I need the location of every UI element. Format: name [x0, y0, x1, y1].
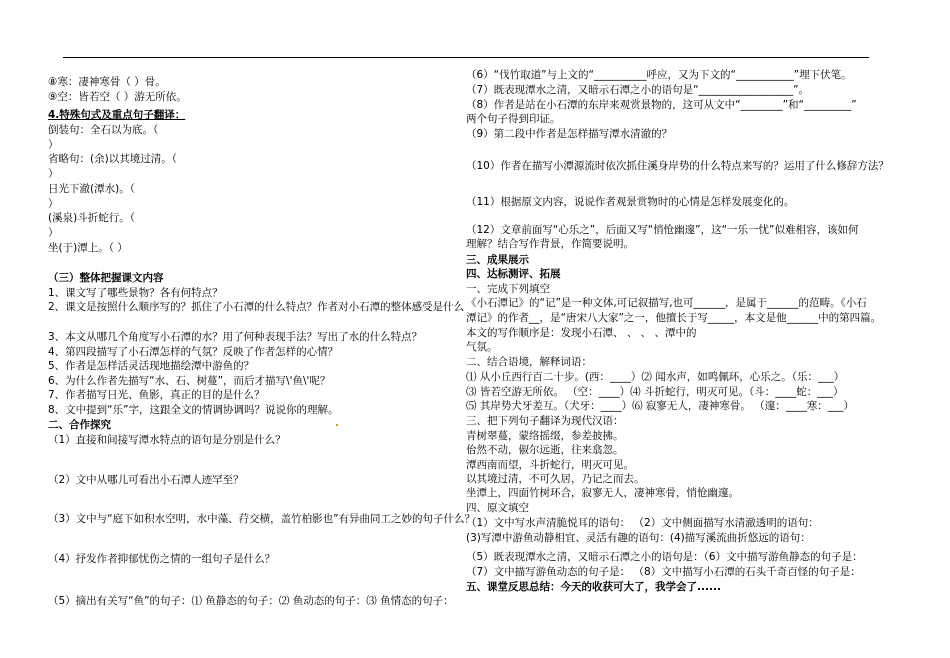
left-line: 6、为什么作者先描写“水、石、树蔓”，而后才描写\'鱼\'呢？ — [48, 375, 331, 387]
right-line: ⑸ 其岸势犬牙差互。（犬牙：____）⑹ 寂寥无人，凄神寒骨。 （邃：____寒：___） — [466, 400, 855, 412]
left-line: （4）抒发作者抑郁忧伤之情的一组句子是什么？ — [48, 553, 276, 565]
right-line: (3)写潭中游鱼动静相宜、灵活有趣的语句：(4)描写溪流曲折悠远的语句： — [466, 532, 811, 544]
right-line: 三、成果展示 — [466, 254, 529, 266]
right-line: 三、把下列句子翻译为现代汉语： — [466, 415, 624, 427]
right-line: （8）作者是站在小石潭的东岸来观赏景物的，这可从文中“________”和“_________” — [466, 99, 857, 111]
right-line: （6）“伐竹取道”与上文的“__________呼应，又为下文的“___________”埋下伏笔。 — [466, 69, 852, 81]
right-line: 坐潭上，四面竹树环合，寂寥无人，凄神寒骨，悄怆幽邃。 — [466, 487, 739, 499]
right-line: 本文的写作顺序是：发现小石潭、 、 、 、潭中的 — [466, 327, 697, 339]
left-line: （5）摘出有关写“鱼”的句子：⑴ 鱼静态的句子：⑵ 鱼动态的句子：⑶ 鱼情态的句子： — [48, 595, 454, 607]
right-line: 两个句子得到印证。 — [466, 113, 561, 125]
left-line: （2）文中从哪儿可看出小石潭人迹罕至？ — [48, 474, 244, 486]
right-line: 潭西南而望，斗折蛇行，明灭可见。 — [466, 459, 634, 471]
left-line: 2、课文是按照什么顺序写的？抓住了小石潭的什么特点？作者对小石潭的整体感受是什么 — [48, 301, 465, 313]
left-line: 5、作者是怎样活灵活现地描绘潭中游鱼的？ — [48, 360, 255, 372]
left-line: ⑧寒：凄神寒骨（ ）骨。 — [48, 76, 166, 88]
right-line: （9）第二段中作者是怎样描写潭水清澈的？ — [466, 128, 673, 140]
left-line: 8、文中提到“乐”字，这跟全文的情调协调吗？说说你的理解。 — [48, 404, 339, 416]
right-line: 佁然不动，俶尔远逝，往来翕忽。 — [466, 444, 624, 456]
right-line: 气氛。 — [466, 341, 498, 353]
right-line: 一、完成下列填空 — [466, 283, 550, 295]
left-line: 4、第四段描写了小石潭怎样的气氛？反映了作者怎样的心情？ — [48, 346, 339, 358]
left-line: 省略句：(余)以其境过清。（ — [48, 153, 177, 165]
right-line: （7）既表现潭水之清，又暗示石潭之小的语句是“__________________”。 — [466, 84, 810, 96]
left-line: ） — [48, 227, 59, 239]
left-line: 倒装句：全石以为底。（ — [48, 124, 159, 136]
right-line: （5）既表现潭水之清，又暗示石潭之小的语句是：（6）文中描写游鱼静态的句子是： — [466, 551, 863, 563]
left-line: ） — [48, 139, 59, 151]
right-line: 五、课堂反思总结：今天的收获可大了，我学会了...... — [466, 581, 721, 593]
stray-mark — [336, 424, 338, 426]
left-line: （3）文中与“庭下如积水空明，水中藻、荇交横，盖竹柏影也”有异曲同工之妙的句子什么？ — [48, 513, 476, 525]
right-line: （1）文中写水声清脆悦耳的语句： （2）文中侧面描写水清澈透明的语句： — [466, 517, 819, 529]
left-line: 4.特殊句式及重点句子翻译： — [48, 109, 186, 121]
right-line: 潭记》的作者__，是“唐宋八大家”之一，他擅长于写_____，本文是他______中的第四篇。 — [466, 312, 882, 324]
left-line: （1）直接和间接写潭水特点的语句是分别是什么？ — [48, 434, 286, 446]
right-line: （12）文章前面写“心乐之”，后面又写“悄怆幽邃”，这“一乐一忧”似难相容，该如何 — [466, 224, 859, 236]
right-line: ⑶ 皆若空游无所依。 （空：____）⑷ 斗折蛇行，明灭可见。（斗：____蛇：___） — [466, 386, 844, 398]
left-line: (溪泉)斗折蛇行。（ — [48, 212, 135, 224]
left-line: ） — [48, 198, 59, 210]
right-line: 四、原文填空 — [466, 502, 529, 514]
right-line: 青树翠蔓，蒙络摇缀，参差披拂。 — [466, 430, 624, 442]
left-line: 坐(于)潭上。（ ） — [48, 242, 128, 254]
left-line: 7、作者描写日光、鱼影，真正的目的是什么？ — [48, 389, 265, 401]
right-line: 理解？结合写作背景，作简要说明。 — [466, 238, 634, 250]
left-line: 1、课文写了哪些景物？各有何特点？ — [48, 287, 223, 299]
left-line: ） — [48, 168, 59, 180]
right-line: 《小石潭记》的“记”是一种文体,可记叙描写,也可______，是属于______的范畴。《小石 — [466, 297, 867, 309]
left-line: （三）整体把握课文内容 — [48, 272, 164, 284]
right-line: （7）文中描写游鱼动态的句子是： （8）文中描写小石潭的石头千奇百怪的句子是： — [466, 566, 861, 578]
right-line: （11）根据原文内容，说说作者观景赏物时的心情是怎样发展变化的。 — [466, 196, 795, 208]
header-rule — [63, 57, 869, 58]
right-line: ⑴ 从小丘西行百二十步。(西：____）⑵ 闻水声，如鸣佩环，心乐之。（乐：___） — [466, 371, 845, 383]
left-line: ⑨空：皆若空（ ）游无所依。 — [48, 91, 187, 103]
left-line: 3、本文从哪几个角度写小石潭的水？用了何种表现手法？写出了水的什么特点？ — [48, 331, 423, 343]
right-line: 四、达标测评、拓展 — [466, 268, 561, 280]
right-line: 以其境过清，不可久居，乃记之而去。 — [466, 473, 645, 485]
right-line: 二、结合语境，解释词语： — [466, 356, 592, 368]
left-line: 二、合作探究 — [48, 419, 111, 431]
right-line: （10）作者在描写小潭源流时依次抓住溪身岸势的什么特点来写的？运用了什么修辞方法？ — [466, 160, 889, 172]
left-line: 日光下澈(潭水)。（ — [48, 183, 135, 195]
